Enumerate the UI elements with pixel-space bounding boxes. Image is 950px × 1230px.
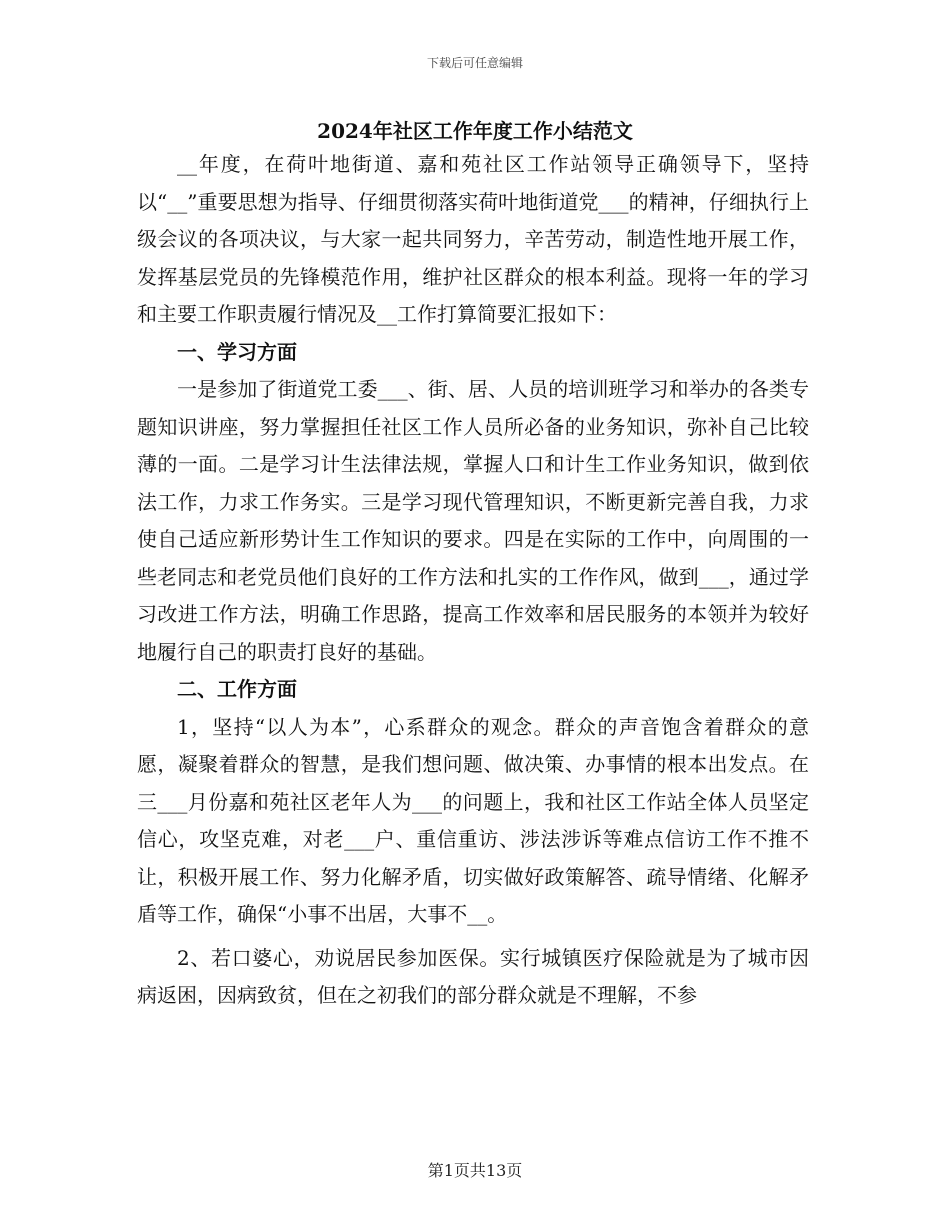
work-paragraph-2: 2、若口婆心，劝说居民参加医保。实行城镇医疗保险就是为了城市因病返困，因病致贫，但在之初我们的部分群众就是不理解，不参: [137, 945, 809, 1007]
page-number: 第1页共13页: [427, 1161, 523, 1180]
study-paragraph: 一是参加了街道党工委___、街、居、人员的培训班学习和举办的各类专题知识讲座，努力掌握担任社区工作人员所必备的业务知识，弥补自己比较薄的一面。二是学习计生法律法规，掌握人口和计生工作业务知识，做到依法工作，力求工作务实。三是学习现代管理知识，不断更新完善自我，力求使自己适应新形势计生工作知识的要求。四是在实际的工作中，向周围的一些老同志和老党员他们良好的工作方法和扎实的工作作风，做到___，通过学习改进工作方法，明确工作思路，提高工作效率和居民服务的本领并为较好地履行自己的职责打良好的基础。: [137, 377, 809, 664]
work-paragraph-1: 1，坚持“以人为本”，心系群众的观念。群众的声音饱含着群众的意愿，凝聚着群众的智慧，是我们想问题、做决策、办事情的根本出发点。在三___月份嘉和苑社区老年人为___的问题上，我和社区工作站全体人员坚定信心，攻坚克难，对老___户、重信重访、涉法涉诉等难点信访工作不推不让，积极开展工作、努力化解矛盾，切实做好政策解答、疏导情绪、化解矛盾等工作，确保“小事不出居，大事不__。: [137, 714, 809, 926]
document-title: 2024年社区工作年度工作小结范文: [317, 119, 633, 143]
intro-paragraph: __年度，在荷叶地街道、嘉和苑社区工作站领导正确领导下，坚持以“__”重要思想为指导、仔细贯彻落实荷叶地街道党___的精神，仔细执行上级会议的各项决议，与大家一起共同努力，辛苦劳动，制造性地开展工作，发挥基层党员的先锋模范作用，维护社区群众的根本利益。现将一年的学习和主要工作职责履行情况及__工作打算简要汇报如下：: [137, 152, 809, 326]
page-header-note: 下载后可任意编辑: [426, 56, 523, 70]
section-heading-study: 一、学习方面: [177, 339, 297, 364]
document-body: [137, 146, 809, 1015]
section-heading-work: 二、工作方面: [177, 677, 297, 701]
